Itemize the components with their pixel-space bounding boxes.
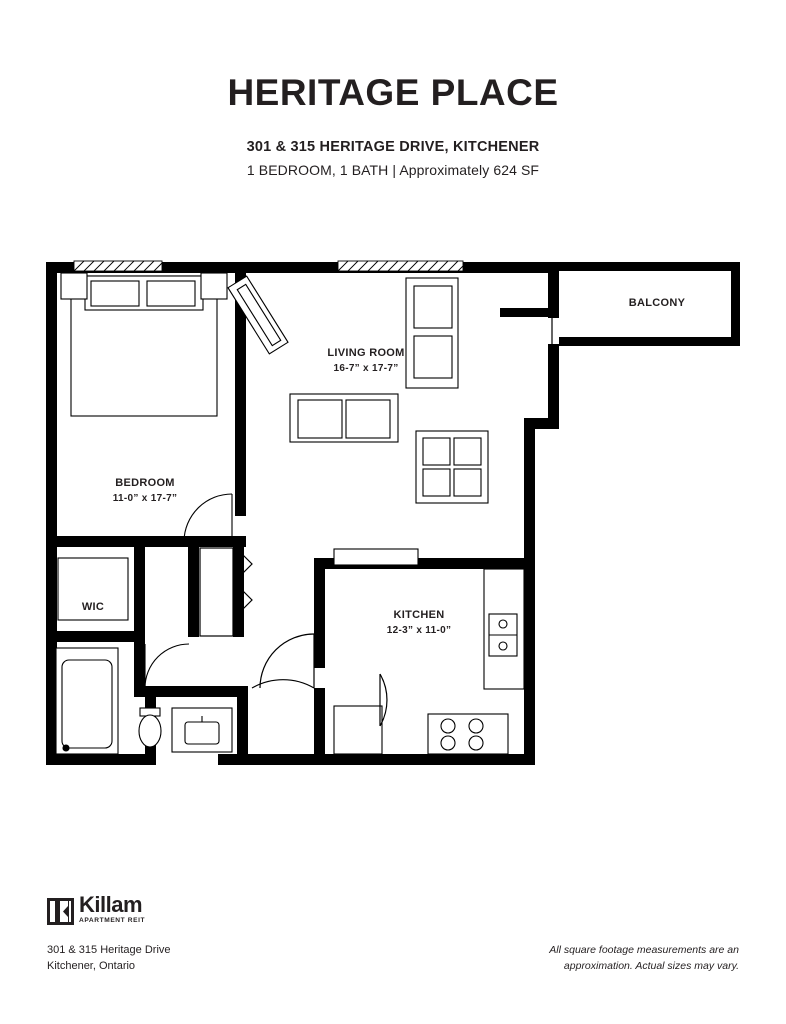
room-label-wic: WIC (81, 601, 105, 613)
footer-disclaimer-line1: All square footage measurements are an (549, 944, 739, 956)
toilet (139, 708, 161, 747)
kitchen-counter-top (334, 549, 418, 565)
header (0, 74, 786, 178)
room-label-bedroom: BEDROOM 11-0” x 17-7” (112, 477, 178, 504)
room-label-kitchen: KITCHEN 12-3” x 11-0” (386, 609, 452, 636)
property-address: 301 & 315 HERITAGE DRIVE, KITCHENER (246, 138, 540, 155)
sofa (290, 394, 398, 442)
bed (71, 276, 217, 416)
window-bedroom (74, 261, 162, 271)
dining-table (416, 431, 488, 503)
page-title: HERITAGE PLACE (227, 72, 559, 113)
footer-disclaimer-line2: approximation. Actual sizes may vary. (563, 959, 739, 972)
bathtub (56, 648, 118, 754)
killam-logo (47, 894, 145, 925)
room-label-balcony: BALCONY (628, 297, 686, 309)
room-label-living-room: LIVING ROOM 16-7” x 17-7” (327, 347, 405, 374)
footer-address (47, 943, 171, 975)
footer-address-line1: 301 & 315 Heritage Drive (47, 944, 171, 956)
window-living-room (338, 261, 463, 271)
vanity-sink (172, 708, 232, 752)
entry-door (252, 634, 314, 688)
killam-logo-name: Killam (79, 892, 143, 917)
floor-plan (28, 236, 758, 776)
refrigerator (334, 706, 382, 754)
stove (428, 714, 508, 754)
killam-logo-subtitle: APARTMENT REIT (79, 917, 146, 924)
nightstand-right (201, 273, 227, 299)
footer-address-line2: Kitchener, Ontario (47, 959, 136, 972)
nightstand-left (61, 273, 87, 299)
bathroom-door (145, 644, 189, 688)
killam-logo-mark (47, 898, 74, 925)
footer-disclaimer (549, 943, 739, 975)
unit-specs: 1 BEDROOM, 1 BATH | Approximately 624 SF (246, 161, 540, 178)
closet-doors (200, 548, 252, 636)
